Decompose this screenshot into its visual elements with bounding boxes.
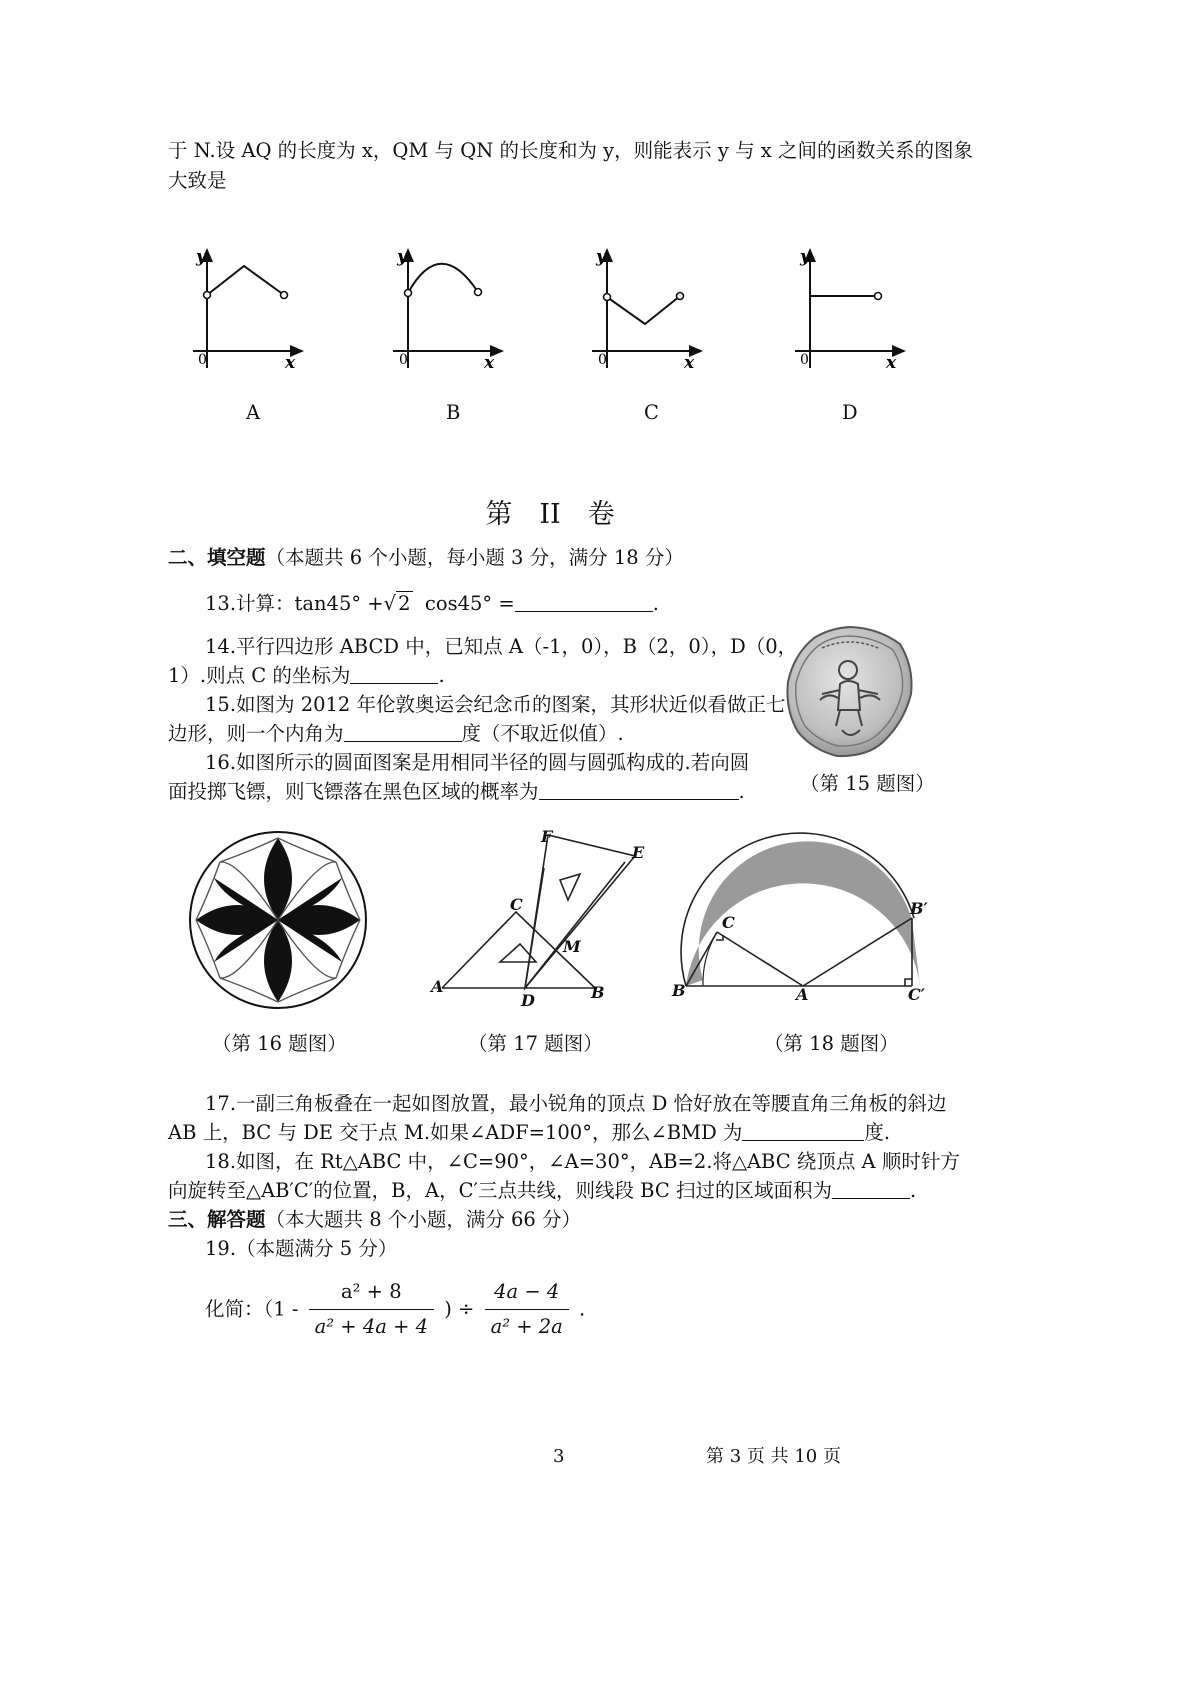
fraction-2-numerator: 4a − 4: [485, 1278, 569, 1310]
y-axis-label: y: [196, 247, 206, 267]
figure-16-circle-pattern: [178, 820, 378, 1020]
intro-line-2: 大致是: [168, 169, 227, 192]
x-axis-label: x: [886, 353, 897, 373]
answer-blank-17[interactable]: [742, 1120, 864, 1141]
fraction-2: [485, 1278, 569, 1341]
q13-radicand: 2: [398, 592, 411, 615]
y-axis-label: y: [596, 247, 606, 267]
y-axis-label: y: [397, 247, 407, 267]
x-axis-label: x: [684, 353, 695, 373]
graph-option-c: [592, 247, 701, 373]
fraction-1: [309, 1278, 434, 1341]
label-c: C: [510, 895, 523, 914]
q14-line-1: 14.平行四边形 ABCD 中，已知点 A（-1，0），B（2，0），D（0，: [205, 635, 798, 658]
section-3-note: （本大题共 8 个小题，满分 66 分）: [265, 1208, 582, 1231]
page-number: 3: [553, 1446, 565, 1467]
section-2-note: （本题共 6 个小题，每小题 3 分，满分 18 分）: [265, 546, 684, 569]
label-a: A: [796, 985, 809, 1000]
section-3-heading: 三、解答题: [168, 1208, 266, 1231]
label-a: A: [431, 977, 444, 996]
graph-option-d: [795, 247, 904, 373]
answer-blank-15[interactable]: [344, 721, 462, 742]
q17-line-2: [168, 1119, 890, 1147]
x-axis-label: x: [285, 353, 296, 373]
q17-line-1: 17.一副三角板叠在一起如图放置，最小锐角的顶点 D 恰好放在等腰直角三角板的斜边: [205, 1092, 947, 1115]
label-d: D: [521, 991, 535, 1010]
origin-label: 0: [399, 352, 408, 368]
intro-line-1: 于 N.设 AQ 的长度为 x，QM 与 QN 的长度和为 y，则能表示 y 与 x 之间的函数关系的图象: [168, 139, 973, 162]
origin-label: 0: [598, 352, 607, 368]
label-f: F: [541, 827, 553, 846]
q19-expression: [205, 1278, 585, 1341]
fraction-1-numerator: a² + 8: [309, 1278, 434, 1310]
caption-fig-17: （第 17 题图）: [468, 1032, 603, 1055]
q15-line-1: 15.如图为 2012 年伦敦奥运会纪念币的图案，其形状近似看做正七: [205, 693, 786, 716]
option-label-a: A: [246, 401, 261, 424]
label-e: E: [632, 843, 645, 862]
q13-prefix: 13.计算：tan45° +: [205, 592, 384, 615]
q16-line-2-text: 面投掷飞镖，则飞镖落在黑色区域的概率为: [168, 780, 539, 803]
origin-label: 0: [198, 352, 207, 368]
answer-blank-18[interactable]: [832, 1178, 910, 1199]
q15-line-2: [168, 720, 624, 748]
answer-blank-14[interactable]: [350, 663, 438, 684]
option-label-b: B: [446, 401, 461, 424]
question-13: [205, 590, 659, 618]
figure-17-triangles: [420, 820, 660, 1010]
label-c-prime: C′: [908, 985, 925, 1000]
q17-end: 度.: [864, 1121, 891, 1144]
q13-end: .: [652, 592, 659, 615]
q15-end: 度（不取近似值）.: [461, 722, 624, 745]
q18-line-1: 18.如图，在 Rt△ABC 中，∠C=90°，∠A=30°，AB=2.将△ABC 绕顶点 A 顺时针方: [205, 1150, 960, 1173]
figure-18-rotation: [670, 820, 930, 1000]
q18-end: .: [909, 1179, 917, 1202]
graph-option-a: [193, 247, 302, 373]
section-2-heading: 二、填空题: [168, 546, 266, 569]
section-3-header: [168, 1206, 581, 1234]
q14-end: .: [438, 664, 445, 687]
q16-end: .: [738, 780, 745, 803]
q19-prefix: 化简：（1 -: [205, 1297, 299, 1321]
sqrt-expression: √ 2: [383, 592, 411, 615]
caption-fig-15: （第 15 题图）: [800, 772, 935, 795]
fraction-1-denominator: a² + 4a + 4: [314, 1315, 429, 1338]
fraction-2-denominator: a² + 2a: [490, 1315, 563, 1338]
label-m: M: [563, 937, 581, 956]
label-b: B: [672, 981, 686, 1000]
q14-line-2-text: 1）.则点 C 的坐标为: [168, 664, 351, 687]
label-b: B: [591, 983, 605, 1002]
q18-line-2: [168, 1177, 916, 1205]
q19-mid: ) ÷: [444, 1297, 475, 1321]
answer-blank-16[interactable]: [539, 779, 739, 800]
origin-label: 0: [800, 352, 809, 368]
x-axis-label: x: [484, 353, 495, 373]
q13-suffix: cos45° =: [424, 592, 515, 615]
q16-line-1: 16.如图所示的圆面图案是用相同半径的圆与圆弧构成的.若向圆: [205, 751, 750, 774]
q15-line-2-text: 边形，则一个内角为: [168, 722, 344, 745]
label-b-prime: B′: [910, 899, 928, 918]
q16-line-2: [168, 778, 745, 806]
q19-end: .: [579, 1297, 586, 1321]
q14-line-2: [168, 662, 445, 690]
q19-head: 19.（本题满分 5 分）: [205, 1237, 398, 1260]
page-info: 第 3 页 共 10 页: [706, 1446, 841, 1467]
caption-fig-16: （第 16 题图）: [212, 1032, 347, 1055]
q17-line-2-text: AB 上，BC 与 DE 交于点 M.如果∠ADF=100°，那么∠BMD 为: [168, 1121, 743, 1144]
q18-line-2-text: 向旋转至△AB′C′的位置，B，A，C′三点共线，则线段 BC 扫过的区域面积为: [168, 1179, 832, 1202]
y-axis-label: y: [800, 247, 810, 267]
caption-fig-18: （第 18 题图）: [764, 1032, 899, 1055]
option-graphs: [0, 240, 1200, 380]
volume-title: 第 II 卷: [485, 499, 615, 530]
label-c: C: [722, 913, 735, 932]
option-label-d: D: [842, 401, 858, 424]
coin-figure: [780, 622, 920, 762]
graph-option-b: [393, 247, 502, 373]
section-2-header: [168, 544, 684, 572]
option-label-c: C: [644, 401, 659, 424]
answer-blank-13[interactable]: [515, 591, 653, 612]
